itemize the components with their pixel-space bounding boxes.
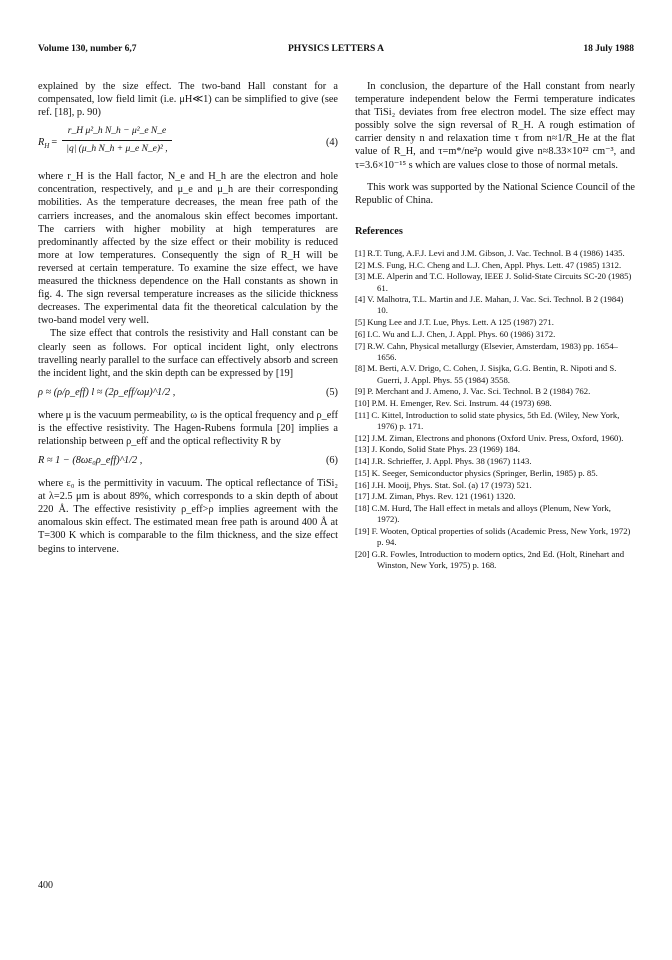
page-number: 400	[38, 880, 53, 891]
journal-name: PHYSICS LETTERS A	[287, 44, 385, 54]
reference-item: [1] R.T. Tung, A.F.J. Levi and J.M. Gibson, J. Vac. Technol. B 4 (1986) 1435.	[355, 247, 625, 258]
reference-item: [4] V. Malhotra, T.L. Martin and J.E. Mahan, J. Vac. Sci. Technol. B 2 (1984) 10.	[355, 294, 624, 316]
fraction-bar	[62, 140, 172, 141]
paragraph: where r_H is the Hall factor, N_e and H_h are the electron and hole concentration, respectively, and μ_e and μ_h are their corresponding mobilities. As the temperature decreases, the mean free path of the carriers increases, and the anomalous skin effect becomes important. The carriers with higher mobility at high temperatures are predominantly affected by the size effect or their mobility is reduced more at low temperatures. Consequently the sign of R_H will be reversed at certain temperature. To examine the size effect, we have measured the thickness dependence on the Hall constants as shown in fig. 4. The sign reversal temperature increases as the silicide thickness decreases. The experimental data fit the theoretical calculation by the two-band model very well.	[38, 171, 338, 327]
paragraph: explained by the size effect. The two-band Hall constant for a compensated, low field limit (i.e. μH≪1) can be simplified to give (see ref. [18], p. 90)	[38, 81, 338, 119]
reference-item: [2] M.S. Fung, H.C. Cheng and L.J. Chen, Appl. Phys. Lett. 47 (1985) 1312.	[355, 259, 622, 270]
equation-6	[38, 454, 338, 470]
paragraph: where μ is the vacuum permeability, ω is the optical frequency and ρ_eff is the effective resistivity. The Hagen-Rubens formula [20] implies a relationship between ρ_eff and the optical reflectivity R by	[38, 409, 338, 447]
paragraph: where ε₀ is the permittivity in vacuum. The optical reflectance of TiSi₂ at λ=2.5 μm is about 89%, which corresponds to a skin depth of about 220 Å. The effective resistivity ρ_eff>ρ implies agreement with the anomalous skin effect. The estimated mean free path is around 400 Å at T=300 K which is comparable to the film thickness, and the size effect begins to intervene.	[38, 478, 338, 555]
equation-denominator: |q| (μ_h N_h + μ_e N_e)² ,	[66, 144, 168, 155]
reference-item: [13] J. Kondo, Solid State Phys. 23 (1969) 184.	[355, 444, 521, 455]
references-heading: References	[355, 225, 403, 237]
running-head	[38, 44, 634, 58]
equation-text: ρ ≈ (ρ/ρ_eff) l ≈ (2ρ_eff/ωμ)^1/2 ,	[38, 386, 176, 398]
equation-number: (5)	[325, 386, 338, 398]
equation-text: R ≈ 1 − (8ωε₀ρ_eff)^1/2 ,	[38, 455, 143, 467]
reference-item: [18] C.M. Hurd, The Hall effect in metals and alloys (Plenum, New York, 1972).	[355, 502, 611, 525]
reference-item: [17] J.M. Ziman, Phys. Rev. 121 (1961) 1320.	[355, 491, 516, 502]
reference-item: [20] G.R. Fowles, Introduction to modern optics, 2nd Ed. (Holt, Rinehart and Winston, New York, 1975) p. 168.	[355, 548, 625, 570]
reference-item: [14] J.R. Schrieffer, J. Appl. Phys. 38 (1967) 1143.	[355, 456, 532, 467]
reference-item: [8] M. Berti, A.V. Drigo, C. Cohen, J. Sisjka, G.G. Bentin, R. Nipoti and S. Guerri, J. Appl. Phys. 55 (1984) 3558.	[355, 363, 617, 385]
reference-item: [7] R.W. Cahn, Physical metallurgy (Elsevier, Amsterdam, 1983) pp. 1654–1656.	[355, 340, 618, 362]
reference-item: [19] F. Wooten, Optical properties of solids (Academic Press, New York, 1972) p. 94.	[355, 525, 631, 548]
acknowledgement-paragraph: This work was supported by the National Science Council of the Republic of China.	[355, 181, 635, 206]
reference-item: [10] P.M. H. Emenger, Rev. Sci. Instrum. 44 (1973) 698.	[355, 398, 552, 409]
reference-item: [3] M.E. Alperin and T.C. Holloway, IEEE J. Solid-State Circuits SC-20 (1985) 61.	[355, 271, 632, 293]
equation-number: (6)	[325, 455, 338, 467]
volume-label: Volume 130, number 6,7	[38, 44, 137, 54]
equation-number: (4)	[325, 137, 338, 149]
issue-date: 18 July 1988	[583, 44, 634, 54]
equation-numerator: r_H μ²_h N_h − μ²_e N_e	[67, 126, 167, 137]
reference-item: [5] Kung Lee and J.T. Lue, Phys. Lett. A 125 (1987) 271.	[355, 317, 554, 328]
reference-item: [15] K. Seeger, Semiconductor physics (Springer, Berlin, 1985) p. 85.	[355, 467, 598, 478]
reference-item: [12] J.M. Ziman, Electrons and phonons (Oxford Univ. Press, Oxford, 1960).	[355, 432, 624, 443]
equation-lhs: $R_H$ =	[38, 137, 58, 151]
equation-5	[38, 386, 338, 402]
reference-item: [11] C. Kittel, Introduction to solid state physics, 5th Ed. (Wiley, New York, 1976) p. 171.	[355, 409, 620, 431]
equation-4	[38, 125, 338, 163]
reference-item: [6] I.C. Wu and L.J. Chen, J. Appl. Phys. 60 (1986) 3172.	[355, 328, 556, 339]
conclusion-paragraph: In conclusion, the departure of the Hall constant from nearly temperature independent below the Fermi temperature indicates that TiSi₂ deviates from free electron model. The size effect may possibly solve the sign reversal of R_H. A rough estimation of carrier density n and relaxation time τ from n≈1/R_He at the flat value of R_H, and τ=m*/ne²ρ would give n≈8.33×10²² cm⁻³, and τ=3.6×10⁻¹⁵ s which are values close to those of normal metals.	[355, 81, 635, 171]
reference-item: [9] P. Merchant and J. Ameno, J. Vac. Sci. Technol. B 2 (1984) 762.	[355, 386, 591, 397]
reference-item: [16] J.H. Mooij, Phys. Stat. Sol. (a) 17 (1973) 521.	[355, 479, 532, 490]
right-column	[355, 80, 635, 572]
reference-list	[355, 248, 635, 571]
left-column	[38, 80, 338, 556]
paragraph: The size effect that controls the resistivity and Hall constant can be clearly seen as follows. For optical incident light, only electrons travelling nearly parallel to the surface can effectively absorb and screen the incident light, and the skin depth can be expressed by [19]	[38, 328, 338, 379]
